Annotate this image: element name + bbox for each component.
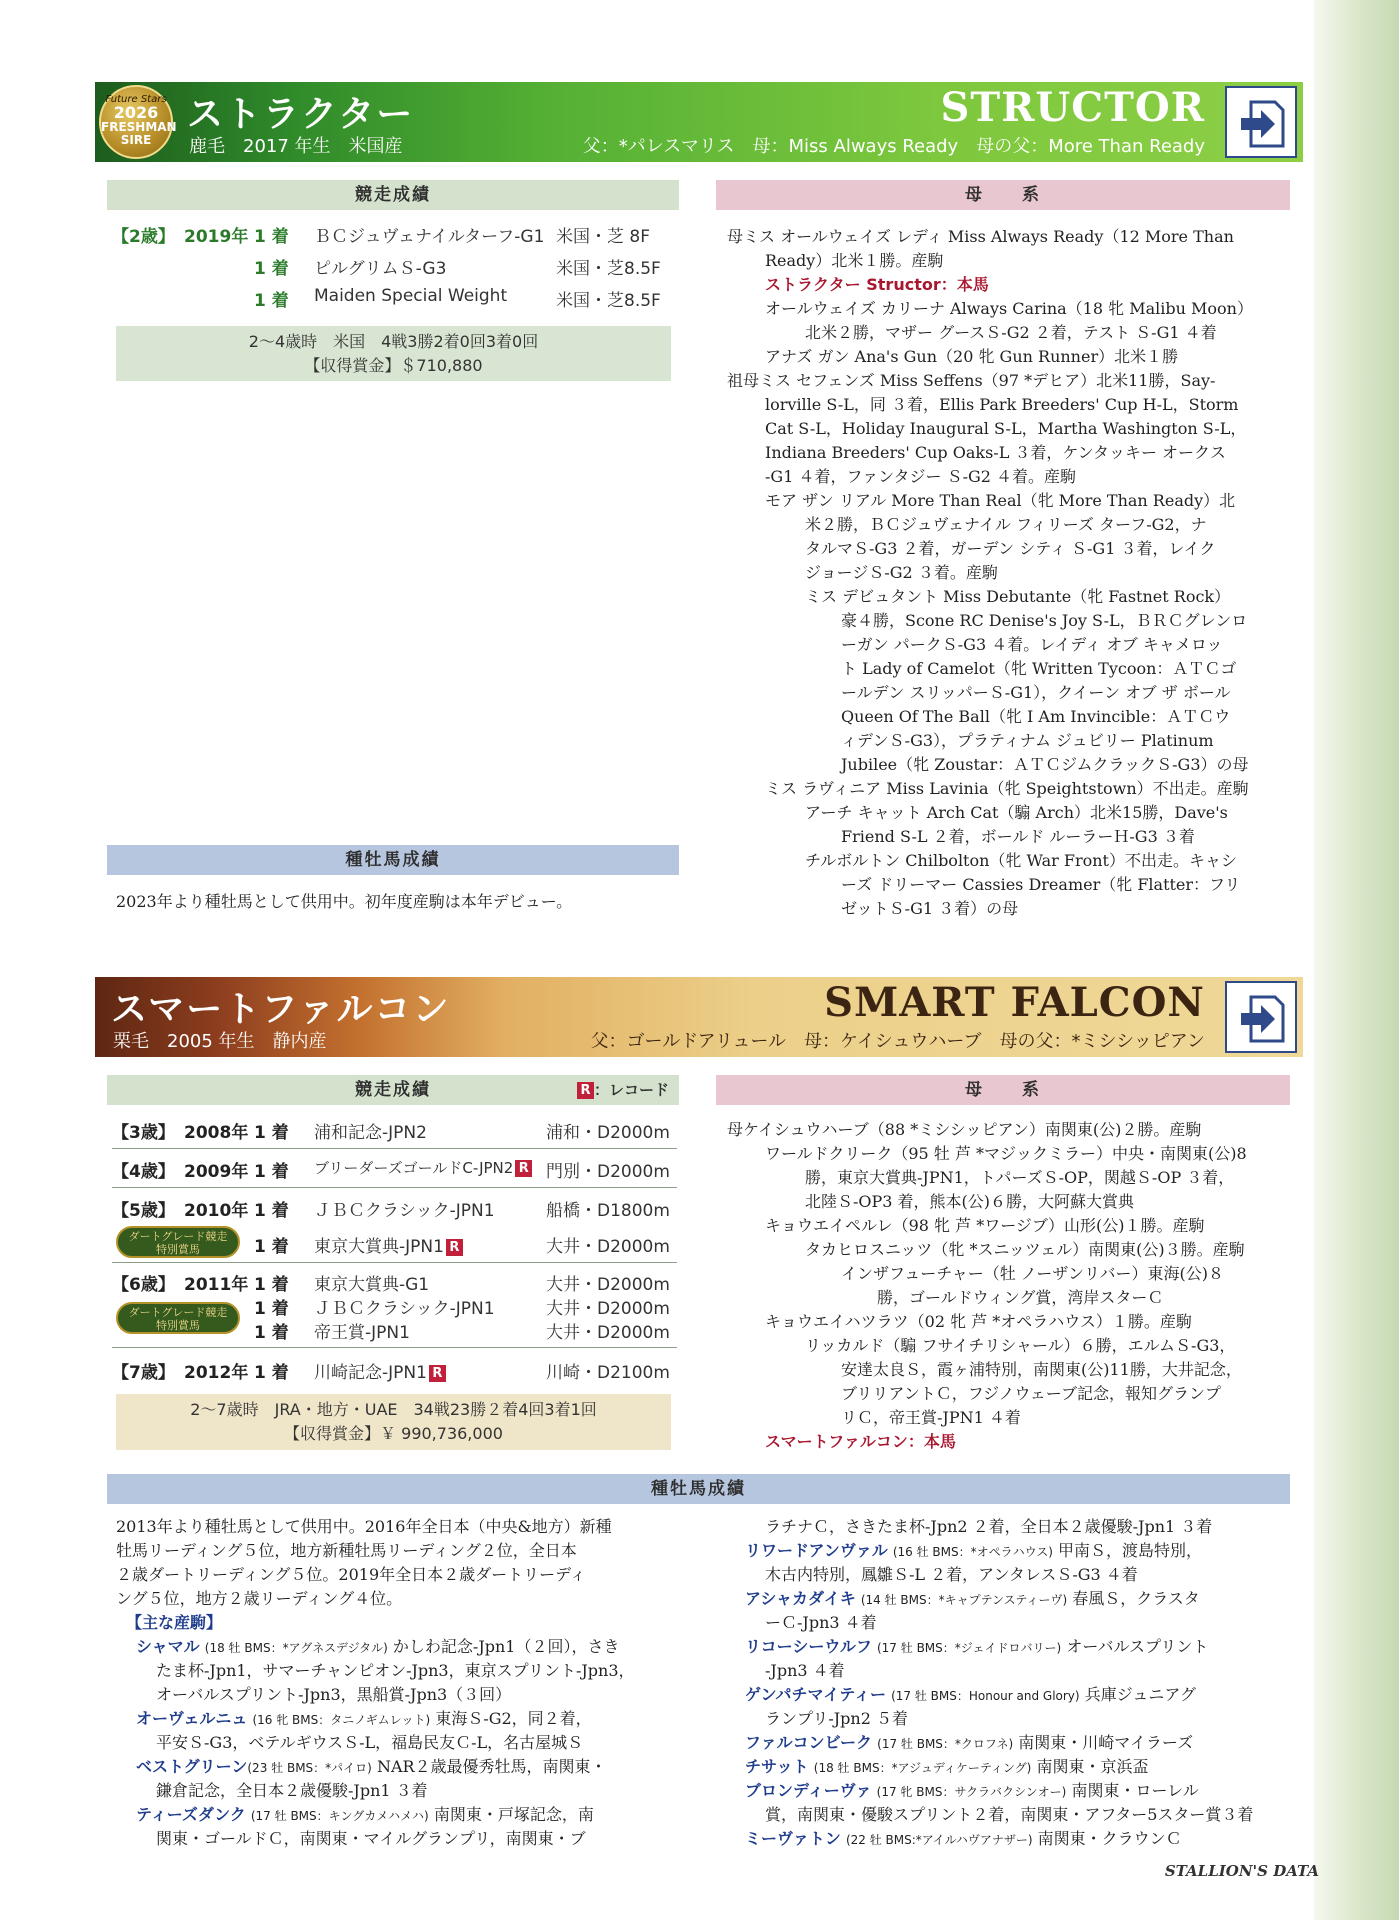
dam-line: 勝，ゴールドウィング賞，湾岸スターＣ [877, 1288, 1164, 1307]
progeny-name: ティーズダンク [136, 1805, 246, 1824]
structor-dam-heading [716, 180, 1290, 210]
smartfalcon-stud-heading [107, 1474, 1290, 1504]
progeny-text: 兵庫ジュニアグ [1084, 1685, 1196, 1704]
section-title: 種牡馬成績 [345, 850, 441, 870]
race-name: ＪＢＣクラシック-JPN1 [314, 1299, 495, 1319]
race-position: 1 着 [254, 291, 289, 311]
race-position: 1 着 [254, 1323, 289, 1343]
dam-line: ミス デビュタント Miss Debutante（牝 Fastnet Rock） [805, 587, 1231, 606]
dam-line: ワールドクリーク（95 牡 芦 *マジックミラー）中央・南関東(公)8 [765, 1144, 1247, 1163]
race-year: 2019年 [184, 227, 249, 247]
dam-line: タカヒロスニッツ（牝 *スニッツェル）南関東(公)３勝。産駒 [805, 1240, 1245, 1259]
race-name: 浦和記念-JPN2 [314, 1123, 427, 1143]
race-age: 【7歳】 [112, 1363, 175, 1383]
badge-line2: 特別賞馬 [156, 1243, 200, 1256]
dam-line: ゼットＳ-G1 ３着）の母 [841, 899, 1019, 918]
section-title: 競走成績 [355, 1080, 431, 1100]
dam-line: 安達太良Ｓ，霞ヶ浦特別，南関東(公)11勝，大井記念， [841, 1360, 1242, 1379]
smartfalcon-dam-heading [716, 1075, 1290, 1105]
dam-line: 祖母ミス セフェンズ Miss Seffens（97 *デヒア）北米11勝，Say- [727, 371, 1216, 390]
race-position: 1 着 [254, 1123, 289, 1143]
badge-line2: 特別賞馬 [156, 1319, 200, 1332]
progeny-meta: (16 牡 BMS：*オペラハウス) [892, 1545, 1053, 1559]
race-position: 1 着 [254, 1201, 289, 1221]
progeny-meta: (17 牡 BMS：キングカメハメハ) [250, 1809, 429, 1823]
progeny-entry [745, 1587, 1200, 1612]
horse-name-en: SMART FALCON [824, 979, 1205, 1026]
record-legend [575, 1075, 669, 1105]
dam-line: アーチ キャット Arch Cat（騸 Arch）北米15勝，Dave's [805, 803, 1228, 822]
race-name: 東京大賞典-JPN1 [314, 1237, 444, 1257]
section-title: 母 系 [965, 185, 1041, 205]
progeny-text: -Jpn3 ４着 [765, 1661, 845, 1680]
race-position: 1 着 [254, 259, 289, 279]
progeny-entry [136, 1803, 594, 1828]
race-year: 2012年 [184, 1363, 249, 1383]
race-venue: 大井・D2000m [546, 1299, 670, 1319]
progeny-name: オーヴェルニュ [136, 1709, 248, 1728]
race-position: 1 着 [254, 1162, 289, 1182]
race-age: 【2歳】 [112, 227, 175, 247]
progeny-text: 鎌倉記念，全日本２歳優駿-Jpn1 ３着 [156, 1781, 428, 1800]
progeny-name: ブロンディーヴァ [745, 1781, 872, 1800]
section-title: 母 系 [965, 1080, 1041, 1100]
race-venue: 船橋・D1800m [546, 1201, 670, 1221]
race-venue: 浦和・D2000m [546, 1123, 670, 1143]
smartfalcon-race-heading [107, 1075, 679, 1105]
freshman-sire-badge [99, 85, 177, 159]
race-year: 2010年 [184, 1201, 249, 1221]
dam-line: ト Lady of Camelot（牝 Written Tycoon：ＡＴＣゴ [841, 659, 1237, 678]
dam-line: Jubilee（牝 Zoustar：ＡＴＣジムクラックＳ-G3）の母 [841, 755, 1249, 774]
progeny-text: ーＣ-Jpn3 ４着 [765, 1613, 877, 1632]
stud-line: 牡馬リーディング５位，地方新種牡馬リーディング２位，全日本 [116, 1541, 577, 1560]
progeny-meta: (18 牡 BMS：*アグネスデジタル) [204, 1641, 388, 1655]
progeny-meta: (14 牡 BMS：*キャプテンスティーヴ) [860, 1593, 1068, 1607]
summary-earnings: 【収得賞金】￥ 990,736,000 [284, 1424, 503, 1443]
progeny-text: 南関東・ローレル [1071, 1781, 1199, 1800]
progeny-name: アシャカダイキ [745, 1589, 856, 1608]
race-position: 1 着 [254, 1363, 289, 1383]
record-mark-icon: R [577, 1082, 594, 1099]
progeny-name: リワードアンヴァル [745, 1541, 888, 1560]
race-name: 帝王賞-JPN1 [314, 1323, 410, 1343]
progeny-text: 南関東・京浜盃 [1036, 1757, 1149, 1776]
progeny-text: 平安Ｓ-G3，ベテルギウスＳ-L，福島民友Ｃ-L，名古屋城Ｓ [156, 1733, 584, 1752]
badge-line3: FRESHMAN [101, 120, 177, 134]
progeny-name: シャマル [136, 1637, 200, 1656]
progeny-text: 南関東・川崎マイラーズ [1018, 1733, 1194, 1752]
progeny-entry [136, 1707, 592, 1732]
race-age: 【6歳】 [112, 1275, 175, 1295]
progeny-entry [745, 1755, 1148, 1780]
dam-line: ミス ラヴィニア Miss Lavinia（牝 Speightstown）不出走。産駒 [765, 779, 1249, 798]
progeny-name: ファルコンビーク [745, 1733, 873, 1752]
dam-line: 母ミス オールウェイズ レディ Miss Always Ready（12 More Than [727, 227, 1234, 246]
race-name: ピルグリムＳ-G3 [314, 259, 447, 279]
structor-race-heading [107, 180, 679, 210]
dam-line: 勝，東京大賞典-JPN1，トパーズＳ-OP，関越Ｓ-OP ３着， [805, 1168, 1235, 1187]
row-divider [112, 1262, 677, 1263]
document-arrow-icon [1237, 993, 1289, 1045]
progeny-text: 東海Ｓ-G2，同２着， [435, 1709, 592, 1728]
race-venue: 大井・D2000m [546, 1237, 670, 1257]
horse-name-en: STRUCTOR [940, 84, 1205, 131]
dam-line: ブリリアントＣ，フジノウェーブ記念，報知グランプ [841, 1384, 1222, 1403]
progeny-text: 春風Ｓ，クラスタ [1072, 1589, 1200, 1608]
stud-line: ング５位，地方２歳リーディング４位。 [116, 1589, 403, 1608]
horse-name-jp: ストラクター [187, 94, 415, 135]
progeny-entry [745, 1779, 1199, 1804]
horse-name-jp: スマートファルコン [111, 989, 451, 1030]
race-venue: 大井・D2000m [546, 1275, 670, 1295]
progeny-text: 木古内特別，鳳雛Ｓ-L ２着，アンタレスＳ-G3 ４着 [765, 1565, 1138, 1584]
dam-line: キョウエイペルレ（98 牝 芦 *ワージブ）山形(公)１勝。産駒 [765, 1216, 1205, 1235]
dam-line: Cat S-L，Holiday Inaugural S-L，Martha Washington S-L， [765, 419, 1247, 438]
detail-link-button[interactable] [1225, 86, 1297, 158]
record-mark-icon: R [446, 1239, 463, 1256]
dam-line: モア ザン リアル More Than Real（牝 More Than Ready）北 [765, 491, 1236, 510]
race-venue: 門別・D2000m [546, 1162, 670, 1182]
progeny-entry [745, 1827, 1182, 1852]
dam-line: Ready）北米１勝。産駒 [765, 251, 944, 270]
progeny-text: 南関東・クラウンＣ [1037, 1829, 1182, 1848]
dam-line: アナズ ガン Ana's Gun（20 牝 Gun Runner）北米１勝 [765, 347, 1179, 366]
progeny-meta: (23 牡 BMS：*パイロ) [247, 1761, 372, 1775]
badge-line1: ダートグレード競走 [128, 1306, 228, 1319]
race-age: 【5歳】 [112, 1201, 175, 1221]
dam-line: Friend S-L ２着，ボールド ルーラーＨ-G3 ３着 [841, 827, 1195, 846]
self-entry: スマートファルコン：本馬 [765, 1432, 956, 1451]
dam-line: リＣ，帝王賞-JPN1 ４着 [841, 1408, 1021, 1427]
race-position: 1 着 [254, 1299, 289, 1319]
badge-line2: 2026 [113, 103, 159, 122]
dam-line: チルボルトン Chilbolton（牝 War Front）不出走。キャシ [805, 851, 1237, 870]
race-year: 2008年 [184, 1123, 249, 1143]
progeny-meta: (22 牡 BMS:*アイルハヴアナザー) [845, 1833, 1033, 1847]
progeny-entry [745, 1539, 1202, 1564]
race-year: 2011年 [184, 1275, 249, 1295]
progeny-meta: (17 牝 BMS：サクラバクシンオー) [876, 1785, 1067, 1799]
dam-line: ィデンＳ-G3），プラティナム ジュビリー Platinum [841, 731, 1214, 750]
structor-stud-text: 2023年より種牡馬として供用中。初年度産駒は本年デビュー。 [116, 892, 573, 911]
progeny-text: ラチナＣ，さきたま杯-Jpn2 ２着，全日本２歳優駿-Jpn1 ３着 [765, 1517, 1213, 1536]
structor-summary [116, 326, 671, 381]
record-legend-label: ：レコード [593, 1081, 669, 1099]
horse-info: 栗毛 2005 年生 静内産 [113, 1031, 327, 1052]
dam-line: Indiana Breeders' Cup Oaks-L ３着，ケンタッキー オークス [765, 443, 1226, 462]
progeny-entry [745, 1731, 1193, 1756]
progeny-text: 南関東・戸塚記念，南 [433, 1805, 594, 1824]
dam-line: ジョージＳ-G2 ３着。産駒 [805, 563, 998, 582]
race-venue: 米国・芝8.5F [556, 291, 661, 311]
summary-record: 2～4歳時 米国 4戦3勝2着0回3着0回 [248, 332, 539, 351]
race-name: 東京大賞典-G1 [314, 1275, 430, 1295]
self-entry: ストラクター Structor：本馬 [765, 275, 989, 294]
progeny-meta: (17 牡 BMS：Honour and Glory) [891, 1689, 1080, 1703]
summary-record: 2～7歳時 JRA・地方・UAE 34戦23勝２着4回3着1回 [190, 1400, 597, 1419]
badge-line1: ダートグレード競走 [128, 1230, 228, 1243]
progeny-meta: (18 牡 BMS：*アジュディケーティング) [813, 1761, 1032, 1775]
dam-line: タルマＳ-G3 ２着，ガーデン シティ Ｓ-G1 ３着，レイク [805, 539, 1216, 558]
dam-line: オールウェイズ カリーナ Always Carina（18 牝 Malibu Moon） [765, 299, 1253, 318]
smartfalcon-race-list [112, 1118, 682, 1388]
row-divider [112, 1187, 677, 1188]
dam-line: インザフューチャー（牡 ノーザンリバー）東海(公)８ [841, 1264, 1225, 1283]
race-venue: 米国・芝8.5F [556, 259, 661, 279]
structor-header [95, 82, 1303, 162]
progeny-name: リコーシーウルフ [745, 1637, 872, 1656]
badge-line4: SIRE [120, 133, 152, 147]
progeny-entry [745, 1683, 1196, 1708]
dam-line: リッカルド（騸 フサイチリシャール）６勝，エルムＳ-G3， [805, 1336, 1236, 1355]
progeny-name: チサット [745, 1757, 809, 1776]
record-mark-icon: R [515, 1160, 532, 1177]
structor-race-list [112, 222, 682, 312]
detail-link-button[interactable] [1225, 981, 1297, 1053]
dam-line: Queen Of The Ball（牝 I Am Invincible：ＡＴＣウ [841, 707, 1231, 726]
race-venue: 川崎・D2100m [546, 1363, 670, 1383]
progeny-name: ミーヴァトン [745, 1829, 841, 1848]
dam-line: ールデン スリッパーＳ-G1），クイーン オブ ザ ボール [841, 683, 1231, 702]
progeny-text: たま杯-Jpn1，サマーチャンピオン-Jpn3，東京スプリント-Jpn3， [156, 1661, 635, 1680]
document-arrow-icon [1237, 98, 1289, 150]
progeny-entry [136, 1755, 607, 1780]
section-title: 種牡馬成績 [651, 1479, 746, 1499]
stud-line: 2013年より種牡馬として供用中。2016年全日本（中央&地方）新種 [116, 1517, 612, 1536]
progeny-text: オーバルスプリント [1066, 1637, 1209, 1656]
progeny-text: NAR２歳最優秀牡馬，南関東・ [376, 1757, 607, 1776]
smartfalcon-summary [116, 1394, 671, 1450]
race-name: ＪＢＣクラシック-JPN1 [314, 1201, 495, 1221]
race-position: 1 着 [254, 1275, 289, 1295]
horse-info: 鹿毛 2017 年生 米国産 [189, 136, 403, 157]
badge-line1: Future Stars [105, 94, 167, 105]
progeny-text: 甲南Ｓ，渡島特別， [1058, 1541, 1203, 1560]
pedigree-line: 父：*パレスマリス 母：Miss Always Ready 母の父：More Than Ready [582, 136, 1205, 157]
race-year: 2009年 [184, 1162, 249, 1182]
footer-label: STALLION'S DATA [1164, 1862, 1319, 1880]
race-venue: 米国・芝 8F [556, 227, 650, 247]
structor-stud-heading [107, 845, 679, 875]
side-decorative-band [1314, 0, 1399, 1920]
dam-line: 米２勝，ＢＣジュヴェナイル フィリーズ ターフ-G2，ナ [805, 515, 1207, 534]
race-venue: 大井・D2000m [546, 1323, 670, 1343]
race-position: 1 着 [254, 227, 289, 247]
race-name: 川崎記念-JPN1 [314, 1363, 427, 1383]
race-age: 【4歳】 [112, 1162, 175, 1182]
dam-line: 豪４勝，Scone RC Denise's Joy S-L，ＢＲＣグレンロ [841, 611, 1248, 630]
dam-line: ーガン パークＳ-G3 ４着。レイディ オブ キャメロッ [841, 635, 1223, 654]
record-mark-icon: R [429, 1365, 446, 1382]
dam-line: -G1 ４着，ファンタジー Ｓ-G2 ４着。産駒 [765, 467, 1077, 486]
race-name: ＢＣジュヴェナイルターフ-G1 [314, 227, 545, 247]
dam-line: 北陸Ｓ-OP3 着，熊本(公)６勝，大阿蘇大賞典 [805, 1192, 1135, 1211]
progeny-heading: 【主な産駒】 [126, 1613, 223, 1632]
progeny-text: オーバルスプリント-Jpn3，黒船賞-Jpn3（３回） [156, 1685, 512, 1704]
summary-earnings: 【収得賞金】＄710,880 [304, 356, 483, 375]
race-name: ブリーダーズゴールドC-JPN2 [314, 1159, 514, 1177]
progeny-name: ベストグリーン [136, 1757, 248, 1776]
progeny-entry [745, 1635, 1208, 1660]
progeny-text: かしわ記念-Jpn1（２回），さき [392, 1637, 620, 1656]
race-age: 【3歳】 [112, 1123, 175, 1143]
dirt-grade-award-badge [116, 1302, 240, 1334]
progeny-meta: (17 牡 BMS：*ジェイドロバリー) [876, 1641, 1062, 1655]
smartfalcon-header [95, 977, 1303, 1057]
progeny-text: 賞，南関東・優駿スプリント２着，南関東・アフター5スター賞３着 [765, 1805, 1254, 1824]
dirt-grade-award-badge [116, 1226, 240, 1258]
dam-line: ーズ ドリーマー Cassies Dreamer（牝 Flatter：フリ [841, 875, 1241, 894]
progeny-text: 関東・ゴールドＣ，南関東・マイルグランプリ，南関東・ブ [156, 1829, 586, 1848]
section-title: 競走成績 [355, 185, 431, 205]
pedigree-line: 父：ゴールドアリュール 母：ケイシュウハーブ 母の父：*ミシシッピアン [590, 1031, 1205, 1052]
progeny-entry [136, 1635, 619, 1660]
row-divider [112, 1148, 677, 1149]
progeny-text: ランプリ-Jpn2 ５着 [765, 1709, 908, 1728]
stud-line: ２歳ダートリーディング５位。2019年全日本２歳ダートリーディ [116, 1565, 586, 1584]
row-divider [112, 1347, 677, 1348]
dam-line: 北米２勝，マザー グースＳ-G2 ２着，テスト Ｓ-G1 ４着 [805, 323, 1217, 342]
dam-line: 母ケイシュウハーブ（88 *ミシシッピアン）南関東(公)２勝。産駒 [727, 1120, 1202, 1139]
progeny-name: ゲンパチマイティー [745, 1685, 886, 1704]
dam-line: lorville S-L，同 ３着，Ellis Park Breeders' Cup H-L，Storm [765, 395, 1239, 414]
progeny-meta: (17 牡 BMS：*クロフネ) [877, 1737, 1014, 1751]
race-name: Maiden Special Weight [314, 286, 508, 306]
race-position: 1 着 [254, 1237, 289, 1257]
progeny-meta: (16 牝 BMS：タニノギムレット) [252, 1713, 431, 1727]
dam-line: キョウエイハツラツ（02 牝 芦 *オペラハウス）１勝。産駒 [765, 1312, 1192, 1331]
